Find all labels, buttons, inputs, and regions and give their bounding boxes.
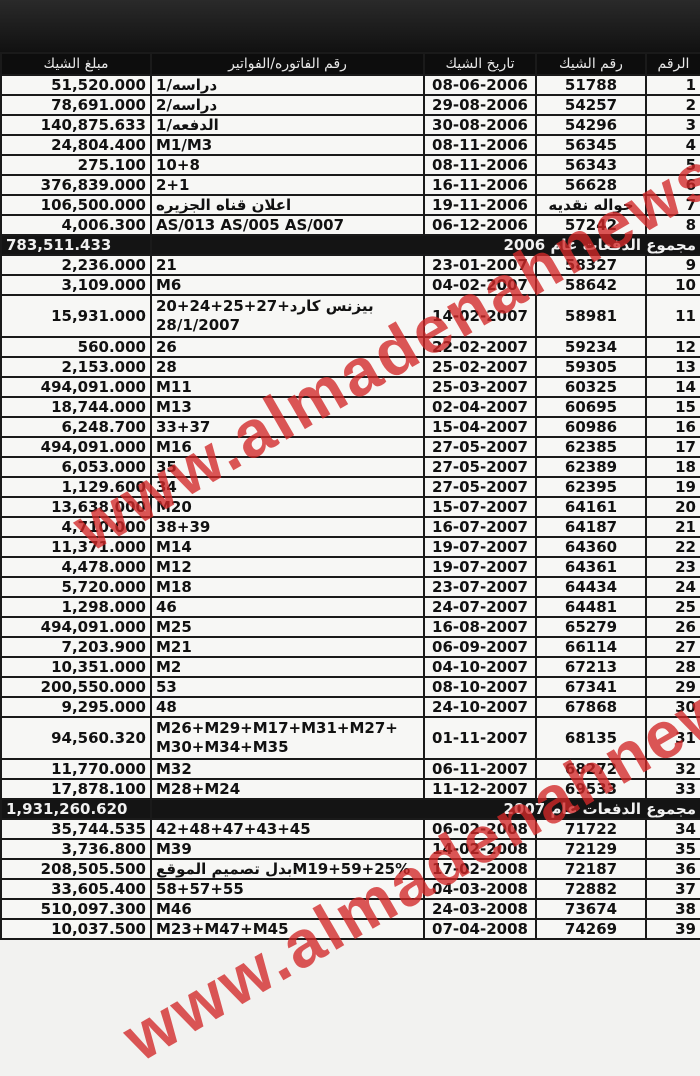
check-date: 27-05-2007: [424, 437, 536, 457]
table-row: [1, 155, 700, 175]
check-date: 27-05-2007: [424, 457, 536, 477]
check-date: 11-12-2007: [424, 779, 536, 799]
row-number: 29: [646, 677, 700, 697]
check-number: 60325: [536, 377, 646, 397]
check-amount: 140,875.633: [1, 115, 151, 135]
check-amount: 1,129.600: [1, 477, 151, 497]
row-number: 27: [646, 637, 700, 657]
check-date: 19-11-2006: [424, 195, 536, 215]
check-amount: 106,500.000: [1, 195, 151, 215]
table-row: [1, 497, 700, 517]
row-number: 12: [646, 337, 700, 357]
check-number: 58981: [536, 295, 646, 337]
check-number: 65279: [536, 617, 646, 637]
header-check-no: رقم الشيك: [536, 53, 646, 75]
table-row: [1, 557, 700, 577]
invoice-numbers: M25: [151, 617, 424, 637]
check-amount: 208,505.500: [1, 859, 151, 879]
row-number: 2: [646, 95, 700, 115]
invoice-numbers: 34: [151, 477, 424, 497]
row-number: 23: [646, 557, 700, 577]
row-number: 11: [646, 295, 700, 337]
table-row: [1, 717, 700, 759]
check-amount: 78,691.000: [1, 95, 151, 115]
row-number: 1: [646, 75, 700, 95]
check-number: 68272: [536, 759, 646, 779]
check-date: 06-12-2006: [424, 215, 536, 235]
check-number: 64361: [536, 557, 646, 577]
invoice-numbers: 53: [151, 677, 424, 697]
table-row: [1, 517, 700, 537]
row-number: 25: [646, 597, 700, 617]
table-row: [1, 839, 700, 859]
row-number: 19: [646, 477, 700, 497]
check-amount: 10,037.500: [1, 919, 151, 939]
table-row: [1, 779, 700, 799]
check-number: 71722: [536, 819, 646, 839]
check-amount: 7,203.900: [1, 637, 151, 657]
table-header-row: [1, 53, 700, 75]
check-number: 64481: [536, 597, 646, 617]
invoice-numbers: M32: [151, 759, 424, 779]
table-row: [1, 175, 700, 195]
check-number: 68135: [536, 717, 646, 759]
check-amount: 560.000: [1, 337, 151, 357]
invoice-numbers: M23+M47+M45: [151, 919, 424, 939]
table-body: [1, 75, 700, 939]
check-amount: 510,097.300: [1, 899, 151, 919]
table-row: [1, 577, 700, 597]
check-number: 74269: [536, 919, 646, 939]
check-number: 62389: [536, 457, 646, 477]
year-total-amount: 1,931,260.620: [1, 799, 151, 819]
check-number: 66114: [536, 637, 646, 657]
invoice-numbers: M20: [151, 497, 424, 517]
check-date: 16-07-2007: [424, 517, 536, 537]
invoice-numbers: 35: [151, 457, 424, 477]
table-row: [1, 617, 700, 637]
table-row: [1, 255, 700, 275]
row-number: 39: [646, 919, 700, 939]
check-date: 06-11-2007: [424, 759, 536, 779]
top-band: [0, 0, 700, 52]
table-row: [1, 437, 700, 457]
check-date: 19-07-2007: [424, 537, 536, 557]
row-number: 17: [646, 437, 700, 457]
check-number: 62395: [536, 477, 646, 497]
year-total-label: مجموع الدفعات عام 2006: [151, 235, 700, 255]
check-amount: 200,550.000: [1, 677, 151, 697]
invoice-numbers: اعلان قناه الجزيره: [151, 195, 424, 215]
row-number: 30: [646, 697, 700, 717]
row-number: 38: [646, 899, 700, 919]
check-number: 51788: [536, 75, 646, 95]
table-row: [1, 537, 700, 557]
check-date: 14-02-2008: [424, 839, 536, 859]
check-amount: 11,770.000: [1, 759, 151, 779]
header-row-no: الرقم: [646, 53, 700, 75]
check-amount: 4,710.000: [1, 517, 151, 537]
invoice-numbers: M11: [151, 377, 424, 397]
check-amount: 2,236.000: [1, 255, 151, 275]
table-row: [1, 95, 700, 115]
check-number: 72129: [536, 839, 646, 859]
invoice-numbers: 38+39: [151, 517, 424, 537]
table-row: [1, 899, 700, 919]
check-number: 57242: [536, 215, 646, 235]
invoice-numbers: M1/M3: [151, 135, 424, 155]
check-number: 72187: [536, 859, 646, 879]
check-amount: 3,736.800: [1, 839, 151, 859]
invoice-numbers: الدفعه/1: [151, 115, 424, 135]
check-date: 06-09-2007: [424, 637, 536, 657]
invoice-numbers: 21: [151, 255, 424, 275]
table-row: [1, 677, 700, 697]
invoice-numbers: M12: [151, 557, 424, 577]
check-date: 19-07-2007: [424, 557, 536, 577]
check-number: 60695: [536, 397, 646, 417]
row-number: 24: [646, 577, 700, 597]
table-row: [1, 859, 700, 879]
check-amount: 5,720.000: [1, 577, 151, 597]
invoice-numbers: 42+48+47+43+45: [151, 819, 424, 839]
check-number: 60986: [536, 417, 646, 437]
check-amount: 94,560.320: [1, 717, 151, 759]
row-number: 21: [646, 517, 700, 537]
check-amount: 376,839.000: [1, 175, 151, 195]
check-date: 25-02-2007: [424, 357, 536, 377]
check-amount: 18,744.000: [1, 397, 151, 417]
row-number: 10: [646, 275, 700, 295]
check-number: 72882: [536, 879, 646, 899]
row-number: 8: [646, 215, 700, 235]
table-row: [1, 195, 700, 215]
invoice-numbers: 48: [151, 697, 424, 717]
row-number: 15: [646, 397, 700, 417]
check-date: 24-07-2007: [424, 597, 536, 617]
check-date: 29-08-2006: [424, 95, 536, 115]
row-number: 35: [646, 839, 700, 859]
invoice-numbers: 33+37: [151, 417, 424, 437]
check-number: 67341: [536, 677, 646, 697]
invoice-numbers: M13: [151, 397, 424, 417]
check-amount: 24,804.400: [1, 135, 151, 155]
check-number: 54257: [536, 95, 646, 115]
table-row: [1, 697, 700, 717]
row-number: 7: [646, 195, 700, 215]
check-number: 64360: [536, 537, 646, 557]
invoice-numbers: M28+M24: [151, 779, 424, 799]
check-amount: 494,091.000: [1, 437, 151, 457]
check-date: 24-03-2008: [424, 899, 536, 919]
total-row-2007: [1, 799, 700, 819]
check-date: 22-02-2007: [424, 337, 536, 357]
row-number: 14: [646, 377, 700, 397]
row-number: 34: [646, 819, 700, 839]
payments-table: [0, 52, 700, 940]
total-row-2006: [1, 235, 700, 255]
check-date: 23-01-2007: [424, 255, 536, 275]
check-number: 67213: [536, 657, 646, 677]
invoice-numbers: 26: [151, 337, 424, 357]
year-total-label: مجموع الدفعات عام 2007: [151, 799, 700, 819]
table-row: [1, 135, 700, 155]
check-amount: 13,638.000: [1, 497, 151, 517]
check-date: 16-11-2006: [424, 175, 536, 195]
check-number: 56345: [536, 135, 646, 155]
check-date: 23-07-2007: [424, 577, 536, 597]
row-number: 18: [646, 457, 700, 477]
table-row: [1, 477, 700, 497]
invoice-numbers: M2: [151, 657, 424, 677]
check-date: 08-10-2007: [424, 677, 536, 697]
row-number: 4: [646, 135, 700, 155]
table-row: [1, 75, 700, 95]
invoice-numbers: AS/013 AS/005 AS/007: [151, 215, 424, 235]
table-row: [1, 295, 700, 337]
invoice-numbers: دراسه/1: [151, 75, 424, 95]
row-number: 20: [646, 497, 700, 517]
invoice-numbers: M26+M29+M17+M31+M27+ M30+M34+M35: [151, 717, 424, 759]
row-number: 6: [646, 175, 700, 195]
header-amount: مبلغ الشيك: [1, 53, 151, 75]
check-amount: 17,878.100: [1, 779, 151, 799]
row-number: 26: [646, 617, 700, 637]
row-number: 16: [646, 417, 700, 437]
check-number: 59305: [536, 357, 646, 377]
table-row: [1, 637, 700, 657]
invoice-numbers: M21: [151, 637, 424, 657]
table-row: [1, 597, 700, 617]
check-number: 56343: [536, 155, 646, 175]
invoice-numbers: M39: [151, 839, 424, 859]
row-number: 22: [646, 537, 700, 557]
invoice-numbers: 2+1: [151, 175, 424, 195]
table-row: [1, 337, 700, 357]
check-number: 58642: [536, 275, 646, 295]
invoice-numbers: M16: [151, 437, 424, 457]
row-number: 5: [646, 155, 700, 175]
row-number: 33: [646, 779, 700, 799]
check-amount: 15,931.000: [1, 295, 151, 337]
row-number: 3: [646, 115, 700, 135]
check-amount: 275.100: [1, 155, 151, 175]
check-date: 27-05-2007: [424, 477, 536, 497]
check-amount: 11,371.000: [1, 537, 151, 557]
header-invoice: رقم الفاتوره/الفواتير: [151, 53, 424, 75]
check-amount: 4,006.300: [1, 215, 151, 235]
check-amount: 1,298.000: [1, 597, 151, 617]
check-number: 59234: [536, 337, 646, 357]
invoice-numbers: 58+57+55: [151, 879, 424, 899]
table-row: [1, 357, 700, 377]
table-row: [1, 879, 700, 899]
row-number: 32: [646, 759, 700, 779]
check-date: 04-02-2007: [424, 275, 536, 295]
invoice-numbers: بيزنس كارد+27+25+24+20 28/1/2007: [151, 295, 424, 337]
check-date: 14-02-2007: [424, 295, 536, 337]
check-date: 16-08-2007: [424, 617, 536, 637]
check-number: 67868: [536, 697, 646, 717]
check-amount: 2,153.000: [1, 357, 151, 377]
check-date: 02-04-2007: [424, 397, 536, 417]
check-date: 08-11-2006: [424, 155, 536, 175]
check-date: 15-07-2007: [424, 497, 536, 517]
check-number: 62385: [536, 437, 646, 457]
check-number: حواله نقديه: [536, 195, 646, 215]
check-number: 64161: [536, 497, 646, 517]
table-row: [1, 919, 700, 939]
row-number: 36: [646, 859, 700, 879]
check-number: 69533: [536, 779, 646, 799]
table-row: [1, 397, 700, 417]
row-number: 9: [646, 255, 700, 275]
invoice-numbers: 10+8: [151, 155, 424, 175]
check-amount: 6,248.700: [1, 417, 151, 437]
check-amount: 35,744.535: [1, 819, 151, 839]
check-date: 15-04-2007: [424, 417, 536, 437]
check-date: 06-02-2008: [424, 819, 536, 839]
table-row: [1, 377, 700, 397]
invoice-numbers: M14: [151, 537, 424, 557]
table-row: [1, 215, 700, 235]
check-amount: 3,109.000: [1, 275, 151, 295]
invoice-numbers: دراسه/2: [151, 95, 424, 115]
table-row: [1, 417, 700, 437]
header-check-date: تاريخ الشيك: [424, 53, 536, 75]
invoice-numbers: 28: [151, 357, 424, 377]
invoice-numbers: M19+59+25%بدل تصميم الموقع: [151, 859, 424, 879]
check-number: 54296: [536, 115, 646, 135]
check-date: 04-10-2007: [424, 657, 536, 677]
check-number: 56628: [536, 175, 646, 195]
table-row: [1, 759, 700, 779]
invoice-numbers: 46: [151, 597, 424, 617]
year-total-amount: 783,511.433: [1, 235, 151, 255]
check-amount: 33,605.400: [1, 879, 151, 899]
row-number: 13: [646, 357, 700, 377]
check-number: 58327: [536, 255, 646, 275]
check-amount: 10,351.000: [1, 657, 151, 677]
invoice-numbers: M6: [151, 275, 424, 295]
check-date: 25-03-2007: [424, 377, 536, 397]
check-amount: 4,478.000: [1, 557, 151, 577]
check-amount: 9,295.000: [1, 697, 151, 717]
check-date: 24-10-2007: [424, 697, 536, 717]
check-date: 30-08-2006: [424, 115, 536, 135]
row-number: 37: [646, 879, 700, 899]
table-row: [1, 657, 700, 677]
table-row: [1, 115, 700, 135]
check-date: 04-03-2008: [424, 879, 536, 899]
check-amount: 494,091.000: [1, 617, 151, 637]
check-amount: 51,520.000: [1, 75, 151, 95]
row-number: 28: [646, 657, 700, 677]
check-date: 08-06-2006: [424, 75, 536, 95]
check-date: 01-11-2007: [424, 717, 536, 759]
check-amount: 494,091.000: [1, 377, 151, 397]
table-row: [1, 275, 700, 295]
invoice-numbers: M46: [151, 899, 424, 919]
check-number: 64187: [536, 517, 646, 537]
check-date: 08-11-2006: [424, 135, 536, 155]
check-number: 64434: [536, 577, 646, 597]
check-date: 17-02-2008: [424, 859, 536, 879]
table-row: [1, 819, 700, 839]
check-date: 07-04-2008: [424, 919, 536, 939]
check-amount: 6,053.000: [1, 457, 151, 477]
check-number: 73674: [536, 899, 646, 919]
invoice-numbers: M18: [151, 577, 424, 597]
row-number: 31: [646, 717, 700, 759]
table-row: [1, 457, 700, 477]
